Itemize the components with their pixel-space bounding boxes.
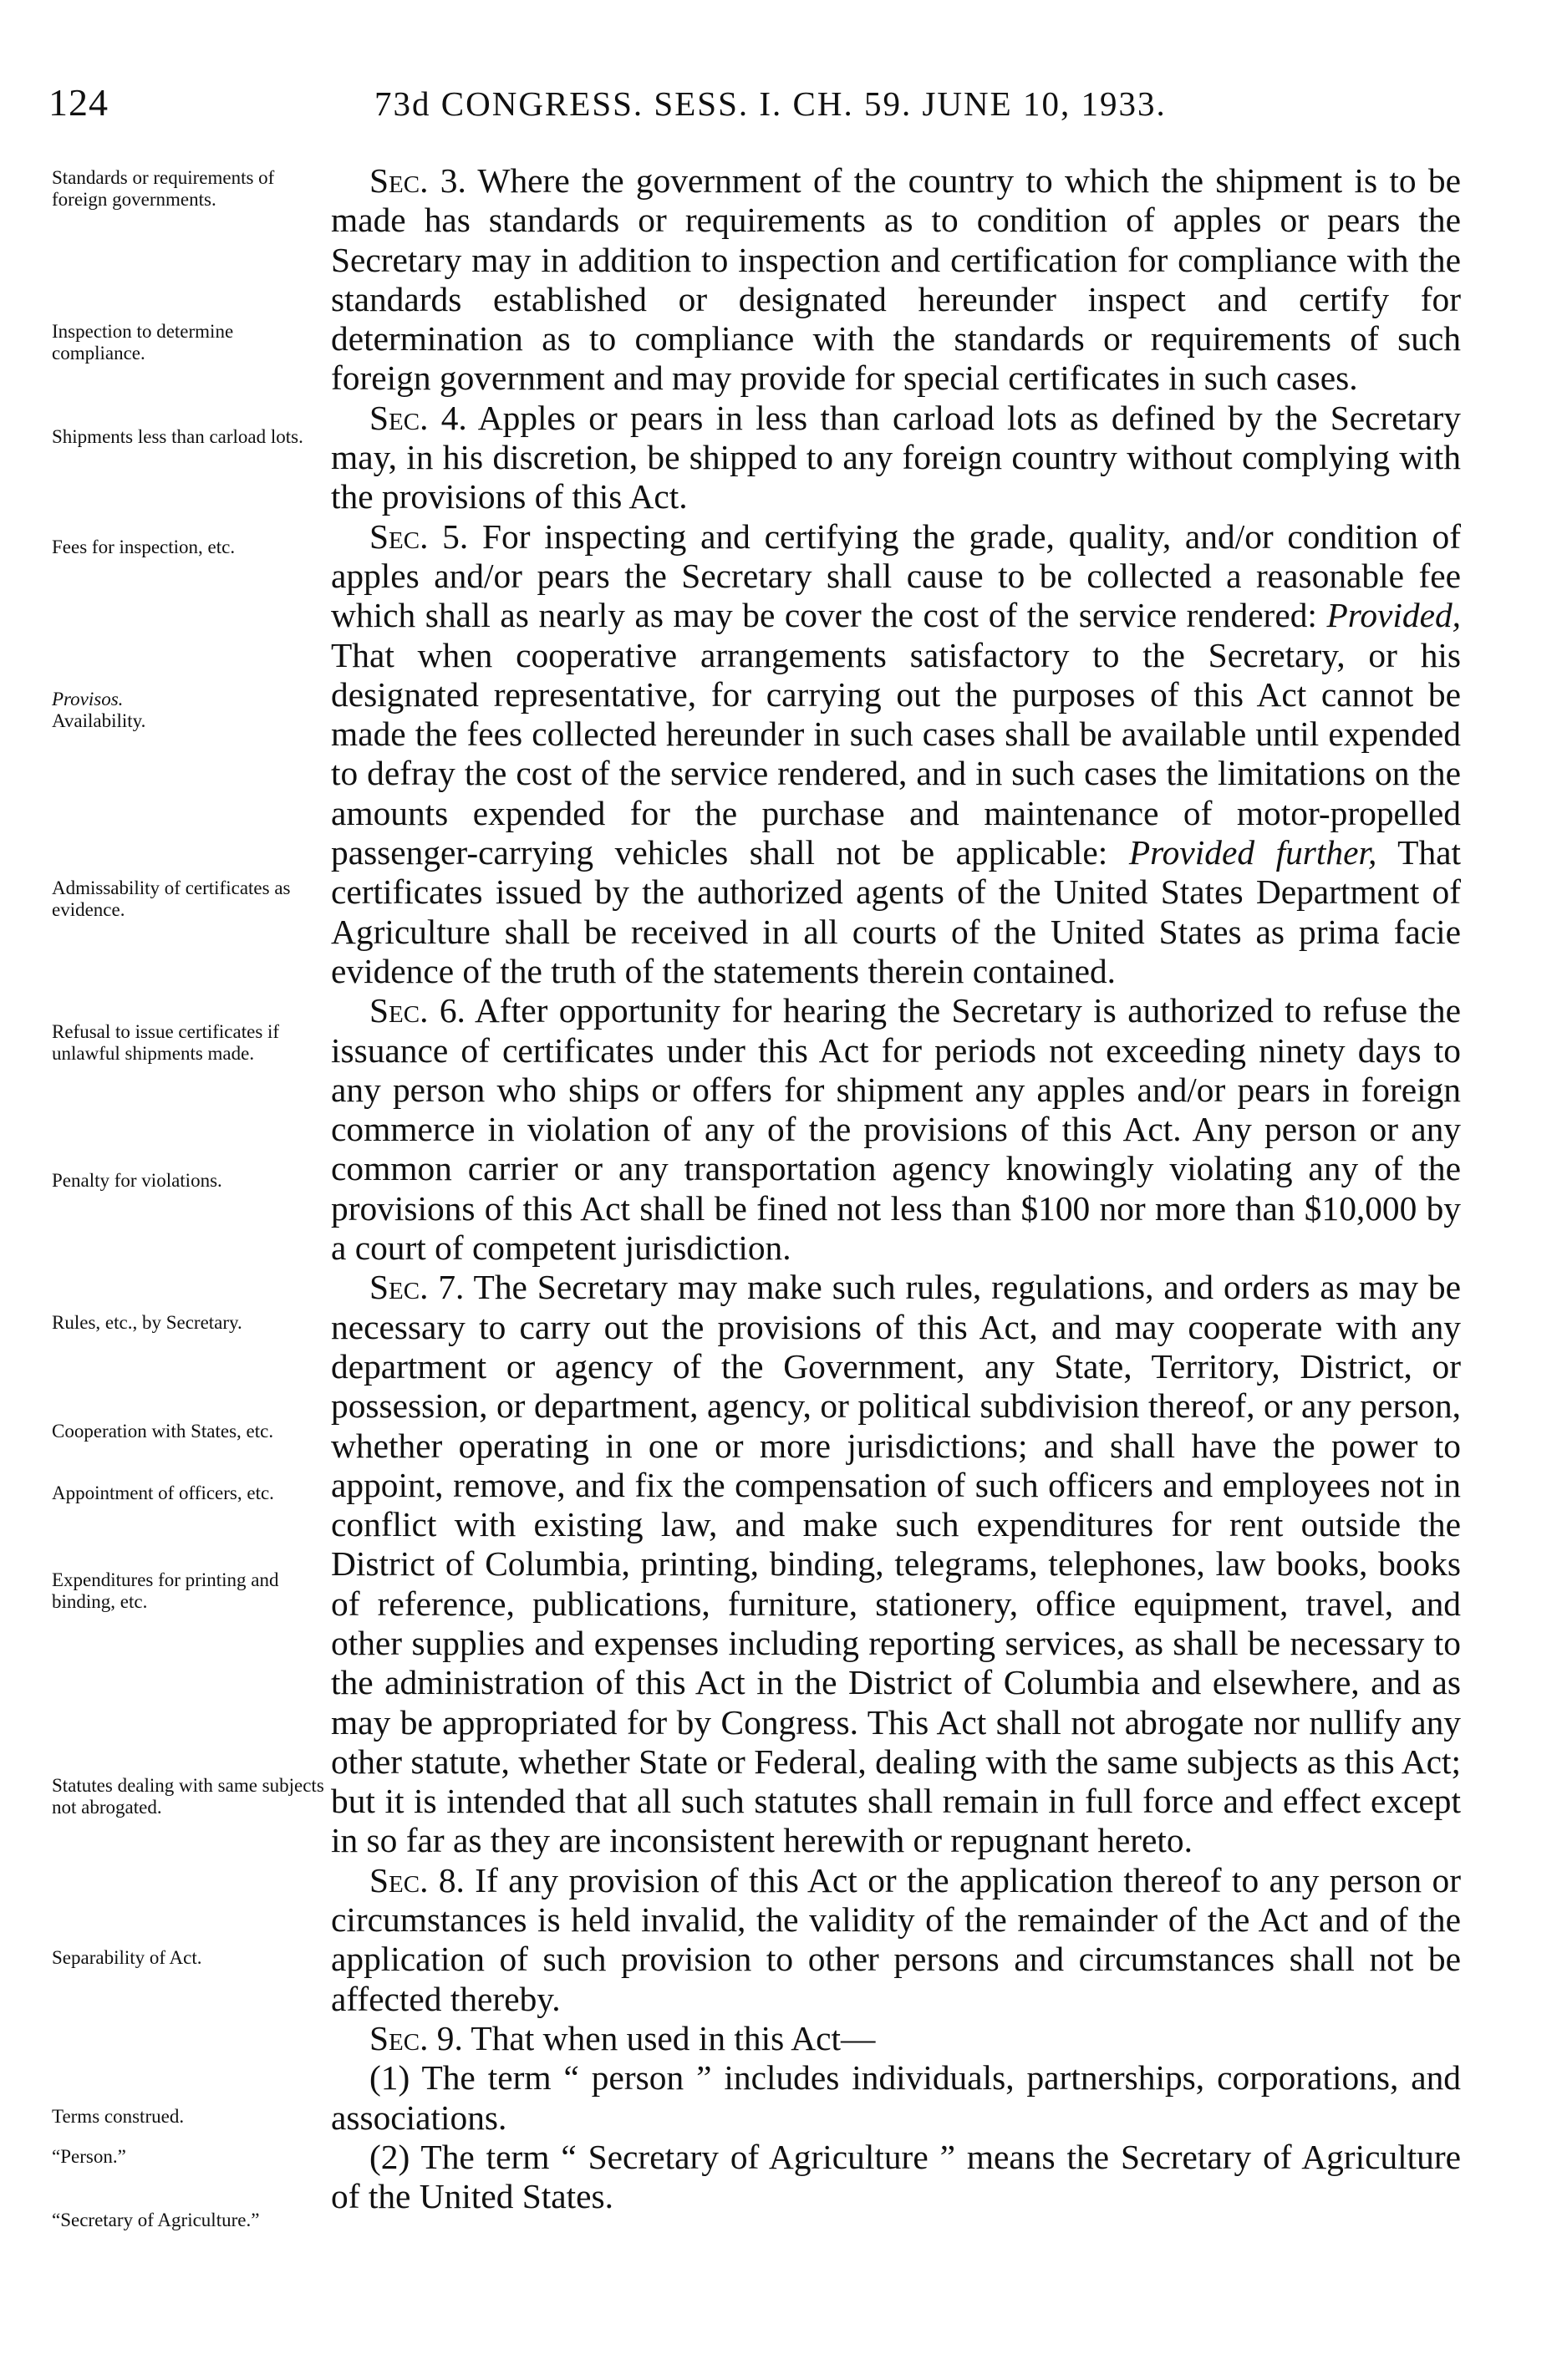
section-text: 8. If any provision of this Act or the application thereof to any person or circumstances is held invalid, the validity of the remainder of the Act and of the application of such provision to other persons and circumstances shall not be affected thereby. xyxy=(331,1860,1461,2018)
section-label: Sec. xyxy=(369,2018,429,2057)
running-head: 73d CONGRESS. SESS. I. CH. 59. JUNE 10, 1933. xyxy=(374,84,1167,123)
margin-note: Rules, etc., by Secretary. xyxy=(52,1312,242,1333)
margin-notes xyxy=(0,0,326,2380)
section-text: 3. Where the government of the country to which the shipment is to be made has standards or requirements as to condition of apples or pears the Secretary may in addition to inspection and certification for compliance with the standards established or designated hereunder inspect and certify for determination as to compliance with the standards or requirements of such foreign government and may provide for special certificates in such cases. xyxy=(331,161,1461,398)
margin-note: “Secretary of Agriculture.” xyxy=(52,2210,260,2230)
section-label: Sec. xyxy=(369,516,429,556)
section-label: Sec. xyxy=(369,398,429,437)
section-text: 5. For inspecting and certifying the grade, quality, and/or condition of apples and/or pears the Secretary shall cause to be collected a reasonable fee which shall as nearly as may be cover the cost of the service rendered: xyxy=(331,516,1461,635)
margin-note: Admissability of certificates as evidence. xyxy=(52,877,291,920)
margin-note xyxy=(52,689,328,732)
margin-note: Fees for inspection, etc. xyxy=(52,537,236,557)
section-text: 6. After opportunity for hearing the Secretary is authorized to refuse the issuance of certificates under this Act for periods not exceeding ninety days to any person who ships or offers for shipment any apples and/or pears in foreign commerce in violation of any of the provisions of this Act. Any person or any common carrier or any transportation agency knowingly violating any of the provisions of this Act shall be fined not less than $100 nor more than $10,000 by a court of competent jurisdiction. xyxy=(331,991,1461,1268)
section-6 xyxy=(331,991,1461,1268)
margin-note: Terms construed. xyxy=(52,2106,185,2127)
section-8 xyxy=(331,1861,1461,2019)
margin-note: Cooperation with States, etc. xyxy=(52,1421,274,1442)
definition-secretary: (2) The term “ Secretary of Agriculture ” means the Secretary of Agriculture of the United States. xyxy=(331,2137,1461,2216)
section-label: Sec. xyxy=(369,161,429,200)
proviso: Provided, xyxy=(1326,596,1461,635)
margin-note: Expenditures for printing and binding, etc. xyxy=(52,1569,279,1612)
section-label: Sec. xyxy=(369,1268,429,1307)
margin-note: Appointment of officers, etc. xyxy=(52,1482,274,1503)
section-text: That when cooperative arrangements satisfactory to the Secretary, or his designated representative, for carrying out the purposes of this Act cannot be made the fees collected hereunder in such cases shall be available until expended to defray the cost of the service rendered, and in such cases the limitations on the amounts expended for the purchase and maintenance of motor-propelled passenger-carrying vehicles shall not be applicable: xyxy=(331,635,1461,872)
margin-note: Refusal to issue certificates if unlawful shipments made. xyxy=(52,1021,280,1064)
margin-note: Standards or requirements of foreign governments. xyxy=(52,167,275,210)
statute-text xyxy=(331,161,1461,2216)
margin-note: Separability of Act. xyxy=(52,1947,202,1968)
margin-note: Shipments less than carload lots. xyxy=(52,426,303,447)
section-4 xyxy=(331,399,1461,517)
margin-note: Statutes dealing with same subjects not abrogated. xyxy=(52,1775,324,1818)
section-text: That certificates issued by the authorized agents of the United States Department of Agriculture shall be received in all courts of the United States as prima facie evidence of the truth of the statements therein contained. xyxy=(331,833,1462,990)
margin-note-text: Availability. xyxy=(52,710,146,731)
section-text: 9. That when used in this Act— xyxy=(428,2018,876,2057)
section-text: 7. The Secretary may make such rules, regulations, and orders as may be necessary to carry out the provisions of this Act, and may cooperate with any department or agency of the Government, any State, Territory, District, or possession, or department, agency, or political subdivision thereof, or any person, whether operating in one or more jurisdictions; and shall have the power to appoint, remove, and fix the compensation of such officers and employees not in conflict with existing law, and make such expenditures for rent outside the District of Columbia, printing, binding, telegrams, telephones, law books, books of reference, publications, furniture, stationery, office equipment, travel, and other supplies and expenses including reporting services, as shall be necessary to the administration of this Act in the District of Columbia and elsewhere, and as may be appropriated for by Congress. This Act shall not abrogate nor nullify any other statute, whether State or Federal, dealing with the same subjects as this Act; but it is intended that all such statutes shall remain in full force and effect except in so far as they are inconsistent herewith or repugnant hereto. xyxy=(331,1268,1461,1860)
section-label: Sec. xyxy=(369,991,429,1030)
margin-note: “Person.” xyxy=(52,2146,126,2167)
section-9 xyxy=(331,2019,1461,2058)
section-7 xyxy=(331,1268,1461,1860)
section-5 xyxy=(331,517,1461,992)
proviso-further: Provided further, xyxy=(1128,833,1377,872)
margin-note: Penalty for violations. xyxy=(52,1170,222,1191)
section-label: Sec. xyxy=(369,1860,429,1899)
section-text: 4. Apples or pears in less than carload lots as defined by the Secretary may, in his discretion, be shipped to any foreign country without complying with the provisions of this Act. xyxy=(331,398,1461,516)
definition-person: (1) The term “ person ” includes individuals, partnerships, corporations, and associations. xyxy=(331,2058,1461,2137)
page-number: 124 xyxy=(48,81,109,124)
margin-note-italic: Provisos. xyxy=(52,689,124,709)
margin-note: Inspection to determine compliance. xyxy=(52,321,234,364)
section-3 xyxy=(331,161,1461,399)
